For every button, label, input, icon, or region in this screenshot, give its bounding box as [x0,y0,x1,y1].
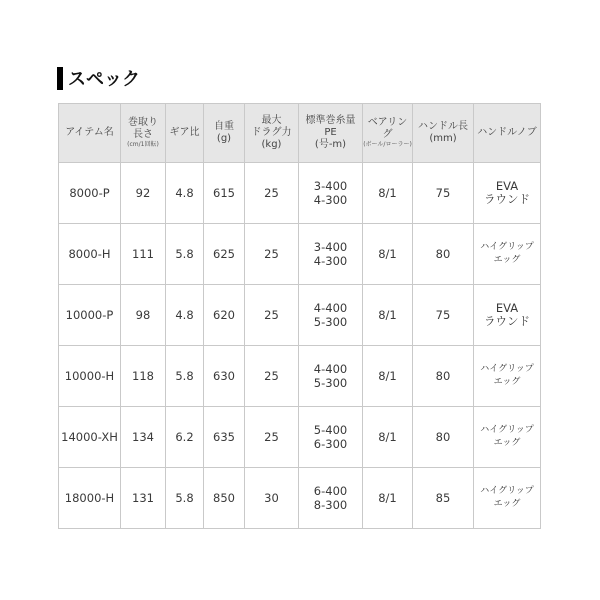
column-header-line: (号-m) [314,139,347,150]
column-header-line: ハンドルノブ [477,127,537,138]
handle-knob-cell [474,468,541,529]
handle-knob-cell [474,407,541,468]
max-drag-cell: 25 [245,407,299,468]
section-heading [57,66,140,90]
handle-length-cell: 80 [413,407,474,468]
column-header-line: (mm) [429,133,457,144]
column-header-line: ギア比 [169,127,200,138]
handle-knob-cell-line: エッグ [493,499,521,509]
column-header-line: PE [324,127,337,138]
retrieve-length-cell: 92 [121,163,166,224]
weight-cell: 630 [204,346,245,407]
line-capacity-cell-line: 6-400 [313,484,348,498]
line-capacity-cell-line: 3-400 [313,240,348,254]
gear-ratio-cell: 5.8 [166,346,204,407]
max-drag-cell: 25 [245,346,299,407]
bearing-cell: 8/1 [363,163,413,224]
gear-ratio-cell: 6.2 [166,407,204,468]
line-capacity-cell-line: 4-300 [313,254,348,268]
handle-length-cell: 75 [413,285,474,346]
column-header [166,104,204,163]
table-row [59,468,541,529]
weight-cell: 615 [204,163,245,224]
line-capacity-cell [299,163,363,224]
column-header-line: 自重 [214,121,234,132]
line-capacity-cell [299,285,363,346]
weight-cell: 850 [204,468,245,529]
column-header-subtext: (cm/1回転) [127,141,159,148]
max-drag-cell: 25 [245,224,299,285]
table-body [59,163,541,529]
bearing-cell: 8/1 [363,285,413,346]
handle-knob-cell-line: ハイグリップ [480,486,534,496]
retrieve-length-cell: 98 [121,285,166,346]
column-header-line: 巻取り [128,117,158,128]
table-row [59,407,541,468]
handle-length-cell: 80 [413,224,474,285]
column-header [204,104,245,163]
weight-cell: 620 [204,285,245,346]
handle-knob-cell-line: EVA [495,179,519,193]
table-row [59,163,541,224]
item-name-cell: 14000-XH [59,407,121,468]
item-name-cell: 10000-P [59,285,121,346]
bearing-cell: 8/1 [363,346,413,407]
handle-knob-cell-line: エッグ [493,255,521,265]
handle-knob-cell-line: エッグ [493,438,521,448]
column-header [474,104,541,163]
line-capacity-cell [299,224,363,285]
bearing-cell: 8/1 [363,224,413,285]
gear-ratio-cell: 4.8 [166,163,204,224]
handle-knob-cell [474,224,541,285]
table-row [59,285,541,346]
item-name-cell: 8000-H [59,224,121,285]
line-capacity-cell-line: 6-300 [313,437,348,451]
column-header-line: アイテム名 [65,127,114,138]
column-header [363,104,413,163]
handle-knob-cell-line: ハイグリップ [480,364,534,374]
gear-ratio-cell: 4.8 [166,285,204,346]
column-header [299,104,363,163]
column-header-line: 最大 [261,115,282,126]
column-header [245,104,299,163]
column-header-line: ハンドル長 [418,121,468,132]
column-header [121,104,166,163]
column-header-line: ベアリング [367,117,408,140]
spec-table [58,103,541,529]
weight-cell: 635 [204,407,245,468]
line-capacity-cell-line: 5-400 [313,423,348,437]
item-name-cell: 8000-P [59,163,121,224]
column-header [413,104,474,163]
table-row [59,224,541,285]
line-capacity-cell-line: 5-300 [313,315,348,329]
handle-knob-cell [474,285,541,346]
max-drag-cell: 25 [245,163,299,224]
item-name-cell: 18000-H [59,468,121,529]
gear-ratio-cell: 5.8 [166,468,204,529]
max-drag-cell: 30 [245,468,299,529]
handle-length-cell: 85 [413,468,474,529]
column-header-subtext: (ボール/ローラー) [363,141,412,148]
line-capacity-cell-line: 4-400 [313,301,348,315]
column-header [59,104,121,163]
line-capacity-cell-line: 4-400 [313,362,348,376]
max-drag-cell: 25 [245,285,299,346]
column-header-line: ドラグ力 [251,127,292,138]
line-capacity-cell-line: 3-400 [313,179,348,193]
retrieve-length-cell: 134 [121,407,166,468]
handle-knob-cell [474,163,541,224]
retrieve-length-cell: 111 [121,224,166,285]
retrieve-length-cell: 131 [121,468,166,529]
handle-knob-cell-line: ハイグリップ [480,242,534,252]
table-header-row [59,104,541,163]
handle-knob-cell-line: ハイグリップ [480,425,534,435]
item-name-cell: 10000-H [59,346,121,407]
column-header-line: (kg) [261,139,282,150]
line-capacity-cell [299,346,363,407]
column-header-line: 標準巻糸量 [305,115,356,126]
handle-knob-cell-line: EVA [495,301,519,315]
bearing-cell: 8/1 [363,407,413,468]
gear-ratio-cell: 5.8 [166,224,204,285]
section-title: スペック [68,69,140,90]
handle-knob-cell-line: ラウンド [484,314,530,328]
handle-length-cell: 75 [413,163,474,224]
bearing-cell: 8/1 [363,468,413,529]
handle-length-cell: 80 [413,346,474,407]
line-capacity-cell-line: 5-300 [313,376,348,390]
weight-cell: 625 [204,224,245,285]
line-capacity-cell [299,407,363,468]
table-row [59,346,541,407]
handle-knob-cell [474,346,541,407]
line-capacity-cell-line: 4-300 [313,193,348,207]
handle-knob-cell-line: ラウンド [484,192,530,206]
handle-knob-cell-line: エッグ [493,377,521,387]
column-header-line: 長さ [133,129,153,140]
line-capacity-cell-line: 8-300 [313,498,348,512]
line-capacity-cell [299,468,363,529]
heading-accent-bar [57,67,63,90]
retrieve-length-cell: 118 [121,346,166,407]
column-header-line: (g) [216,133,232,144]
